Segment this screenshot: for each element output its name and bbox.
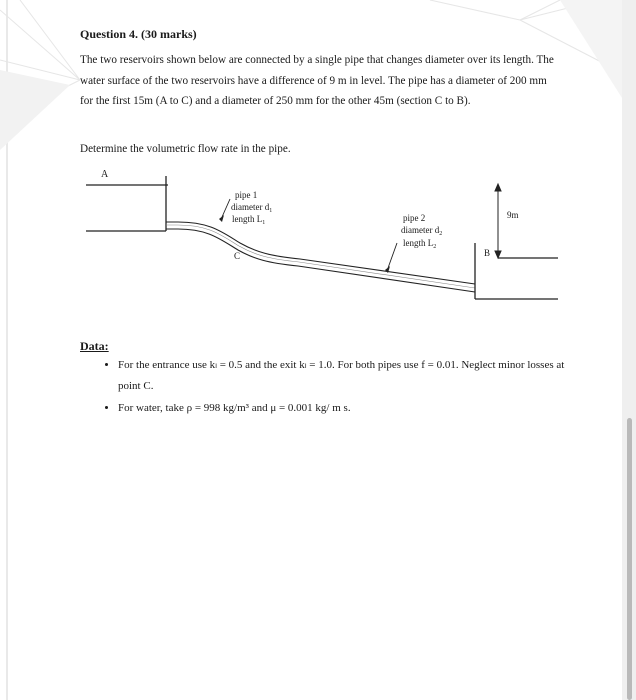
question-title: Question 4. (30 marks) — [80, 27, 197, 41]
pipe1-name: pipe 1 — [235, 190, 258, 200]
question-prompt: Determine the volumetric flow rate in the pipe. — [80, 143, 291, 155]
head-difference-arrow — [495, 184, 501, 258]
pipe2-length: length $L_2$ — [403, 238, 437, 250]
pipe1-length: length $L_1$ — [232, 214, 266, 226]
data-item-losses: • For the entrance use kₗ = 0.5 and the exit kₗ = 1.0. For both pipes use f = 0.01. Neglect minor losses at point C. — [118, 355, 588, 396]
label-c: C — [234, 251, 241, 261]
reservoir-a — [86, 176, 168, 231]
data-heading: Data: — [80, 339, 109, 353]
data-item-water-properties: • For water, take ρ = 998 kg/m³ and μ = 0.001 kg/ m s. — [118, 398, 588, 419]
reservoir-pipe-diagram — [0, 0, 636, 330]
data-list — [96, 355, 588, 421]
pipe1-label — [219, 190, 272, 226]
label-a: A — [101, 169, 109, 180]
pipe1-diameter: diameter $d_1$ — [231, 202, 273, 214]
label-b: B — [484, 248, 491, 258]
question-body: The two reservoirs shown below are connected by a single pipe that changes diameter over its length. The water surface of the two reservoirs have a difference of 9 m in level. The pipe has a diameter of 200 mm for the first 15m (A to C) and a diameter of 250 mm for the other 45m (section C to B). — [80, 54, 554, 107]
pipe2-name: pipe 2 — [403, 213, 426, 223]
head-difference-label: 9m — [507, 210, 519, 220]
pipe2-label — [385, 213, 442, 273]
pipe2-diameter: diameter $d_2$ — [401, 225, 443, 237]
vertical-scrollbar[interactable] — [627, 418, 632, 700]
